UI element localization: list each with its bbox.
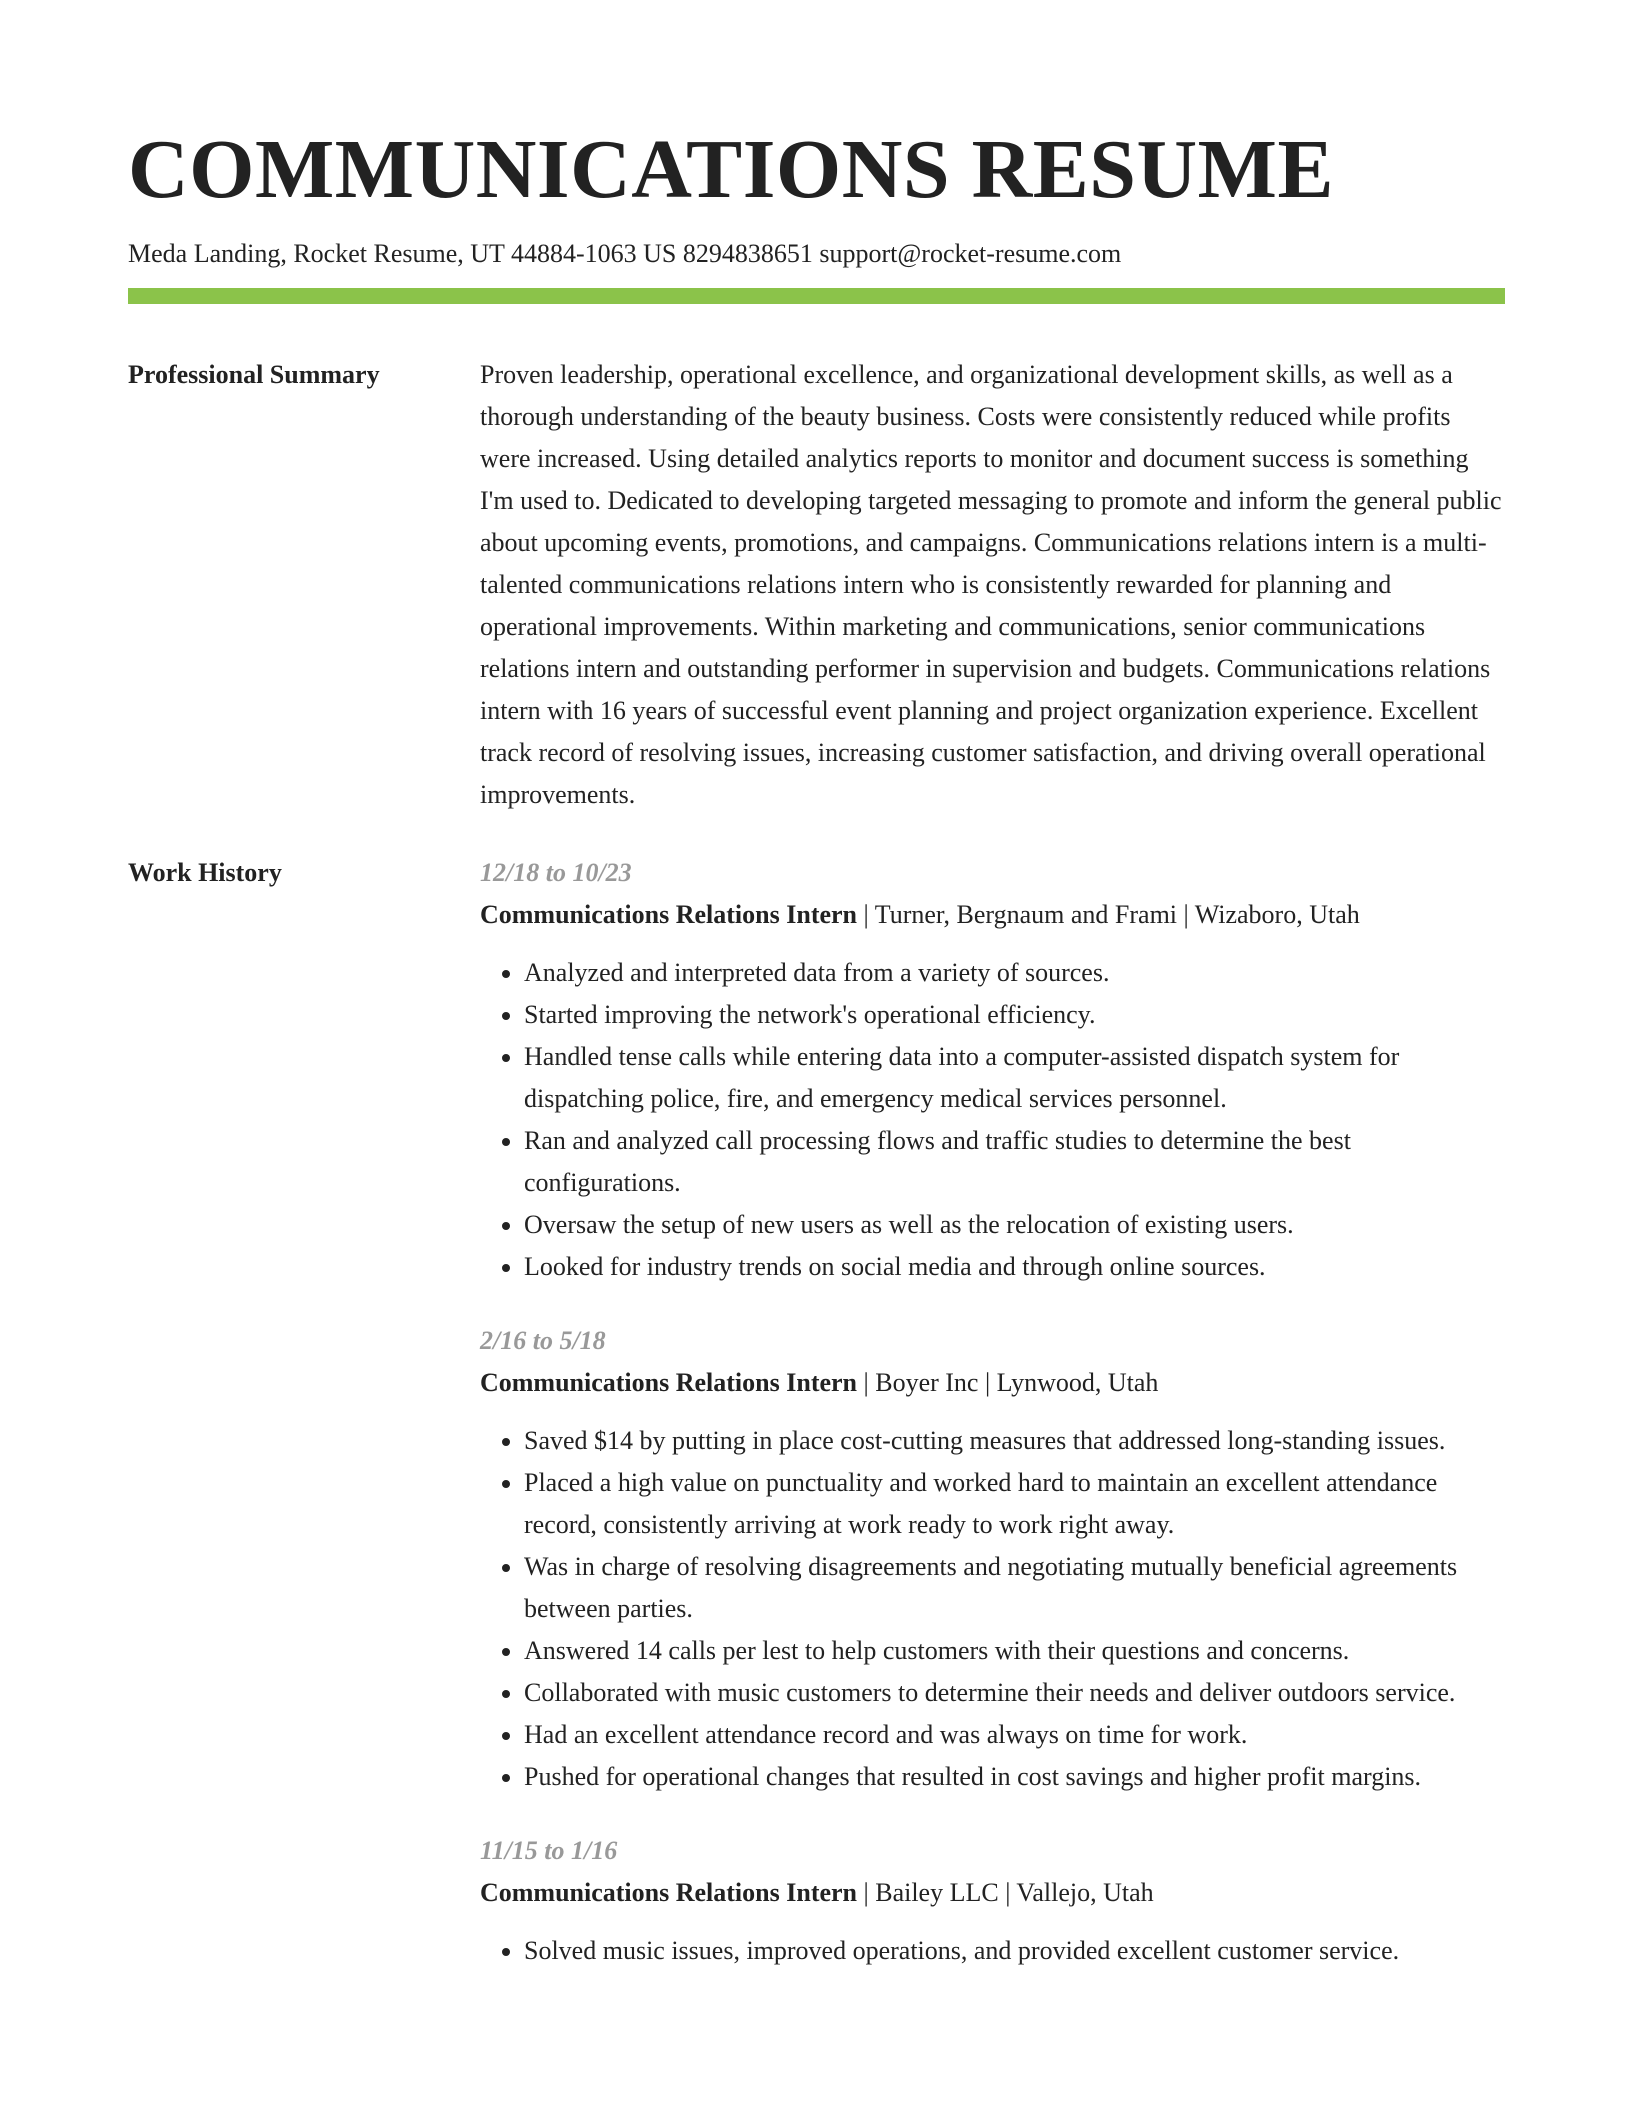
job-dates: 2/16 to 5/18	[480, 1326, 606, 1355]
job-entry	[480, 852, 1505, 1288]
job-bullet-list	[480, 952, 1505, 1288]
job-employer-location: | Bailey LLC | Vallejo, Utah	[857, 1878, 1154, 1907]
section-heading-work-history: Work History	[128, 858, 282, 887]
job-bullet-item: • Handled tense calls while entering data into a computer-assisted dispatch system for dispatching police, fire, and emergency medical services personnel.	[524, 1036, 1505, 1120]
job-bullet-item: • Answered 14 calls per lest to help customers with their questions and concerns.	[524, 1630, 1505, 1672]
resume-page	[128, 122, 1505, 1972]
job-title: Communications Relations Intern	[480, 1368, 858, 1397]
job-title: Communications Relations Intern	[480, 900, 858, 929]
job-bullet-item: • Collaborated with music customers to determine their needs and deliver outdoors service.	[524, 1672, 1505, 1714]
job-heading	[480, 1362, 1505, 1404]
work-history-body	[480, 852, 1505, 1972]
accent-divider	[128, 288, 1505, 304]
job-dates: 12/18 to 10/23	[480, 858, 632, 887]
job-bullet-item: • Placed a high value on punctuality and worked hard to maintain an excellent attendance record, consistently arriving at work ready to work right away.	[524, 1462, 1505, 1546]
resume-title: COMMUNICATIONS RESUME	[128, 123, 1334, 216]
job-heading	[480, 894, 1505, 936]
job-bullet-item: • Started improving the network's operational efficiency.	[524, 994, 1505, 1036]
job-bullet-item: • Was in charge of resolving disagreements and negotiating mutually beneficial agreements between parties.	[524, 1546, 1505, 1630]
job-title: Communications Relations Intern	[480, 1878, 858, 1907]
job-dates: 11/15 to 1/16	[480, 1836, 618, 1865]
summary-body	[480, 354, 1505, 816]
contact-line	[128, 238, 1505, 270]
contact-email: support@rocket-resume.com	[819, 239, 1122, 268]
job-bullet-item: • Ran and analyzed call processing flows and traffic studies to determine the best configurations.	[524, 1120, 1505, 1204]
job-employer-location: | Turner, Bergnaum and Frami | Wizaboro, Utah	[857, 900, 1360, 929]
contact-address: Meda Landing, Rocket Resume, UT 44884-1063 US	[128, 239, 677, 268]
job-bullet-item: • Solved music issues, improved operations, and provided excellent customer service.	[524, 1930, 1505, 1972]
job-entry	[480, 1320, 1505, 1798]
professional-summary-section	[128, 354, 1505, 816]
job-bullet-item: • Analyzed and interpreted data from a variety of sources.	[524, 952, 1505, 994]
contact-phone: 8294838651	[682, 239, 813, 268]
job-bullet-list	[480, 1420, 1505, 1798]
job-heading	[480, 1872, 1505, 1914]
job-bullet-item: • Saved $14 by putting in place cost-cutting measures that addressed long-standing issues.	[524, 1420, 1505, 1462]
job-bullet-item: • Oversaw the setup of new users as well as the relocation of existing users.	[524, 1204, 1505, 1246]
job-bullet-list	[480, 1930, 1505, 1972]
job-bullet-item: • Pushed for operational changes that resulted in cost savings and higher profit margins.	[524, 1756, 1505, 1798]
summary-text: Proven leadership, operational excellence, and organizational development skills, as well as a thorough understanding of the beauty business. Costs were consistently reduced while profits were increased. Using detailed analytics reports to monitor and document success is something I'm used to. Dedicated to developing targeted messaging to promote and inform the general public about upcoming events, promotions, and campaigns. Communications relations intern is a multi-talented communications relations intern who is consistently rewarded for planning and operational improvements. Within marketing and communications, senior communications relations intern and outstanding performer in supervision and budgets. Communications relations intern with 16 years of successful event planning and project organization experience. Excellent track record of resolving issues, increasing customer satisfaction, and driving overall operational improvements.	[480, 360, 1502, 809]
job-bullet-item: • Had an excellent attendance record and was always on time for work.	[524, 1714, 1505, 1756]
section-heading-summary: Professional Summary	[128, 360, 380, 389]
job-bullet-item: • Looked for industry trends on social media and through online sources.	[524, 1246, 1505, 1288]
job-entry	[480, 1830, 1505, 1972]
job-employer-location: | Boyer Inc | Lynwood, Utah	[857, 1368, 1159, 1397]
work-history-section	[128, 852, 1505, 1972]
